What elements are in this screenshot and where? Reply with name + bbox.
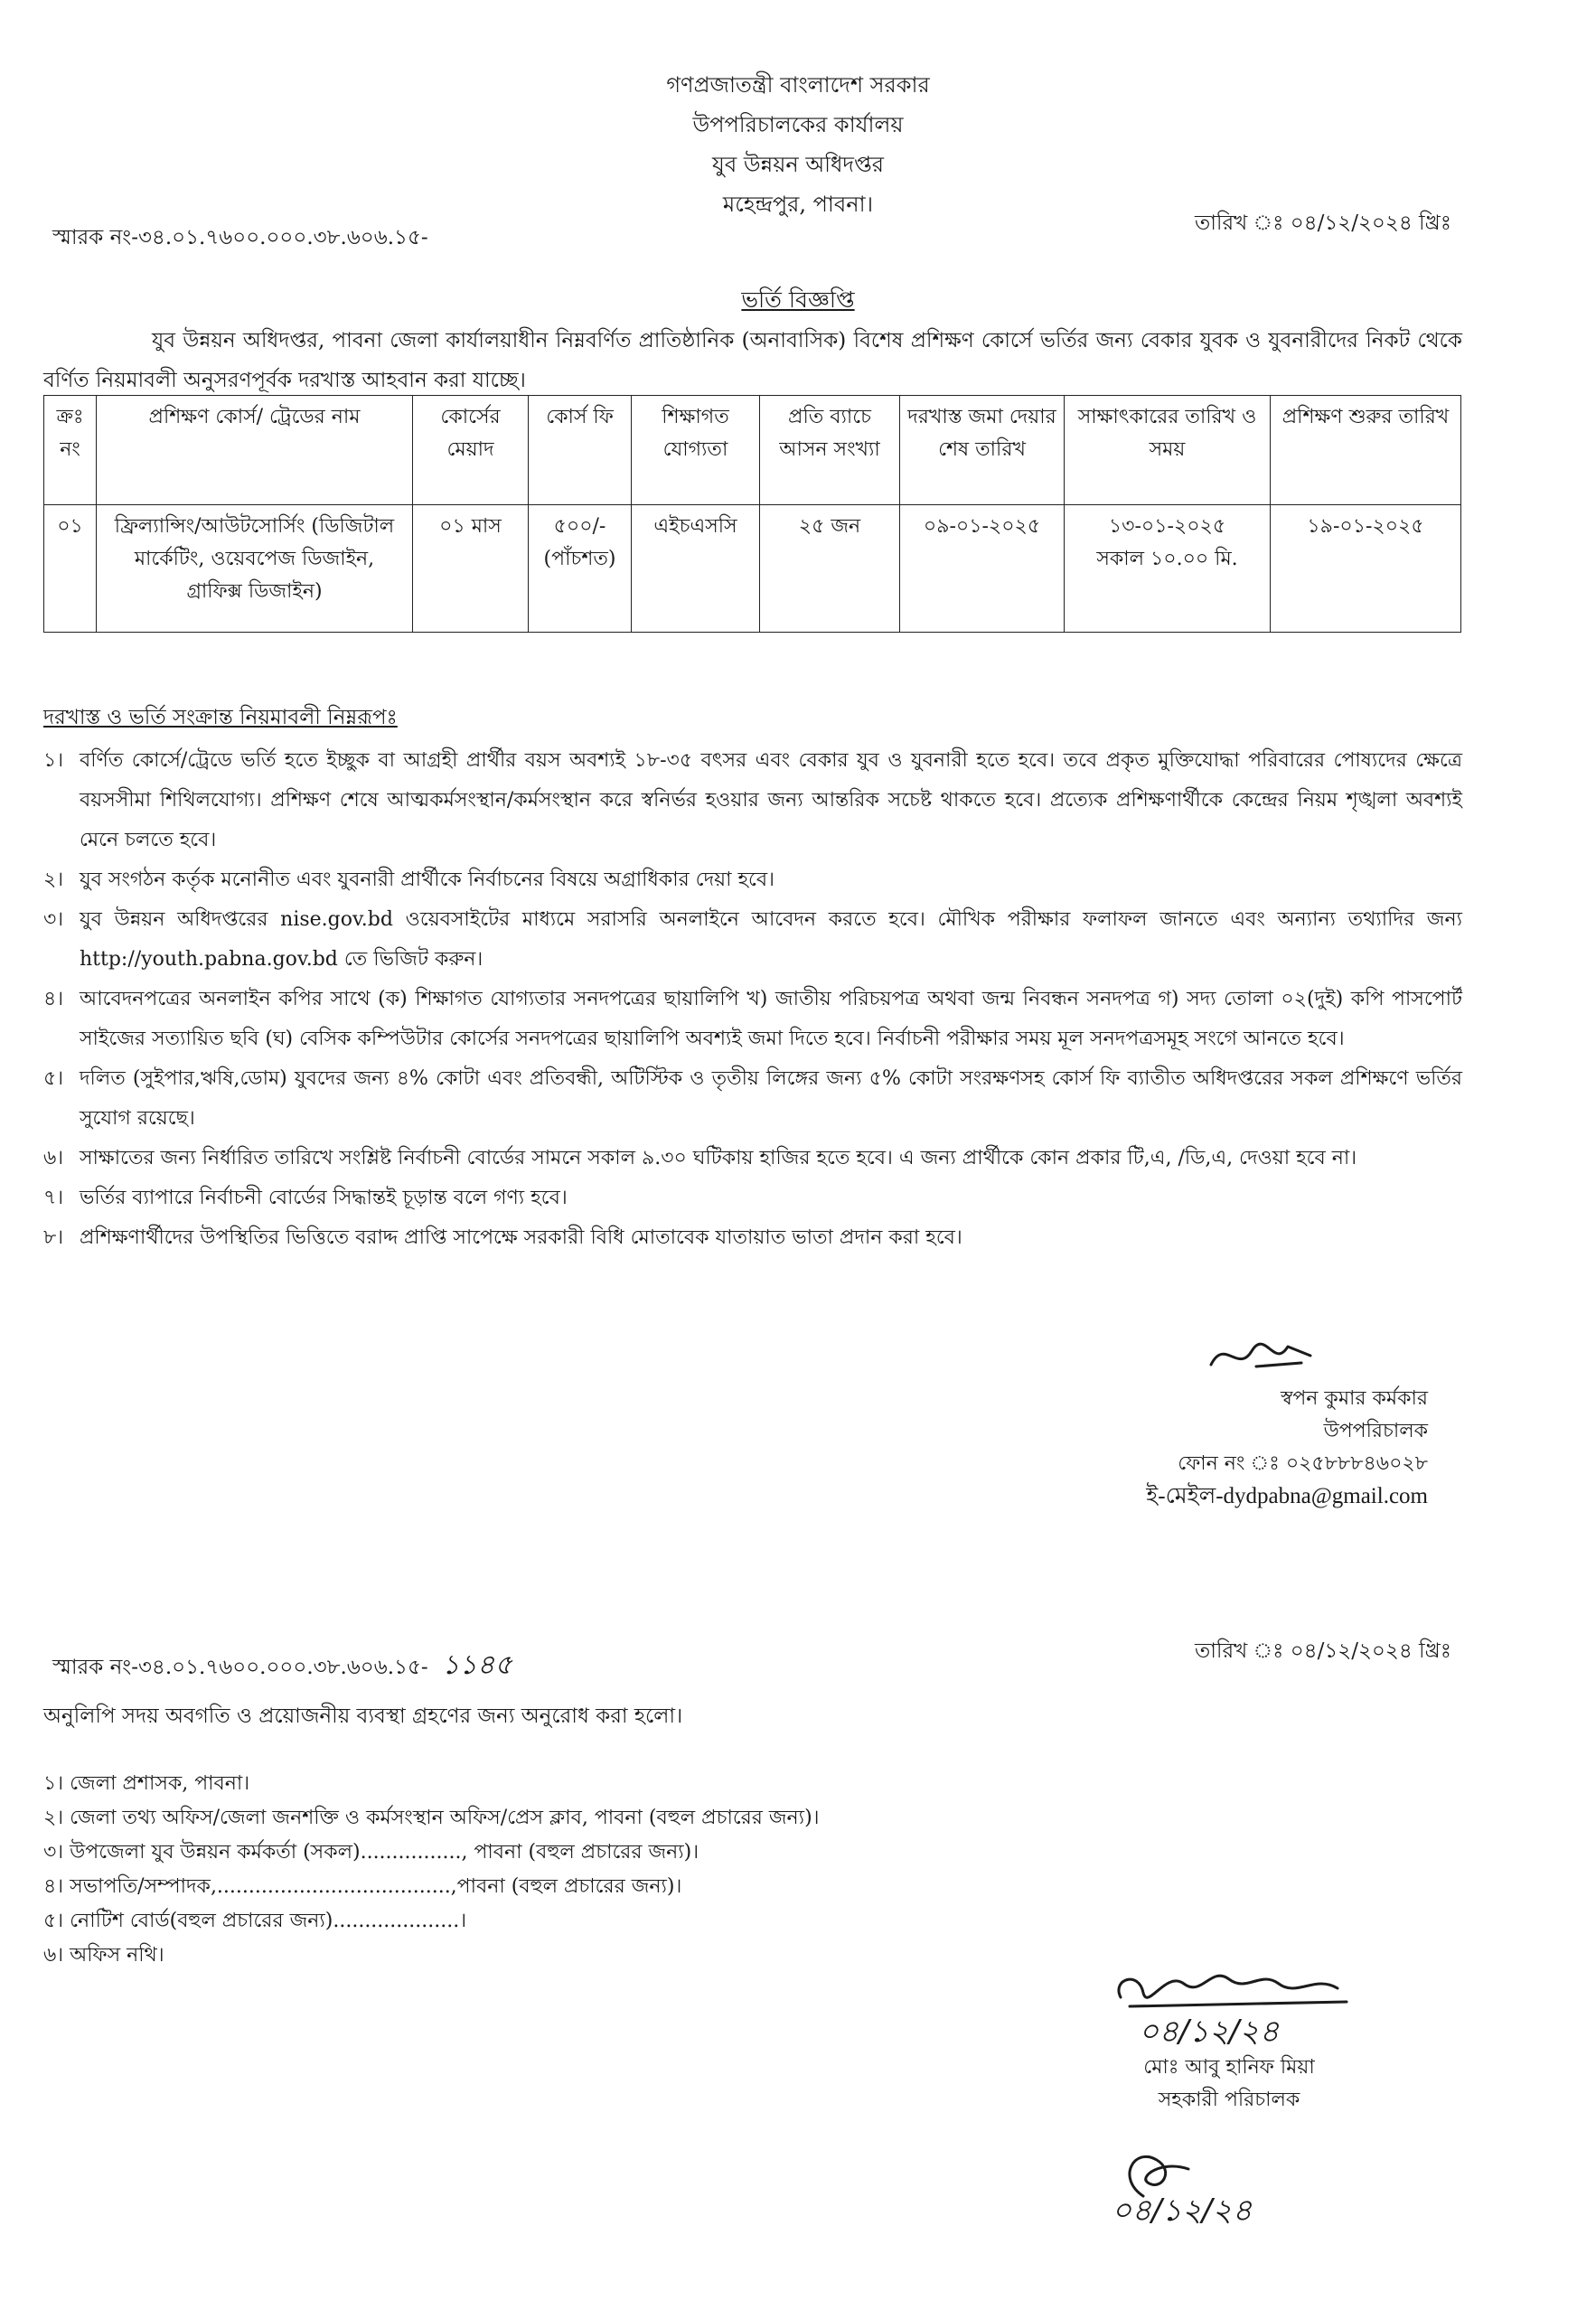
signatory-designation: উপপরিচালক <box>1323 1420 1428 1442</box>
assistant-signature-date: ০৪/১২/২৪ <box>1139 2014 1280 2050</box>
cell-deadline: ০৯-০১-২০২৫ <box>900 505 1065 633</box>
memo-number: স্মারক নং-৩৪.০১.৭৬০০.০০০.৩৮.৬০৬.১৫- <box>52 226 428 249</box>
memo-date: তারিখ ঃ ০৪/১২/২০২৪ খ্রিঃ <box>1194 211 1451 235</box>
notice-title <box>0 282 1596 321</box>
cell-seats: ২৫ জন <box>760 505 900 633</box>
header-line-address: মহেন্দ্রপুর, পাবনা। <box>722 192 874 217</box>
header-course: প্রশিক্ষণ কোর্স/ ট্রেডের নাম <box>97 396 413 505</box>
course-table <box>43 395 1461 633</box>
cell-duration: ০১ মাস <box>413 505 529 633</box>
rule-text: যুব সংগঠন কর্তৃক মনোনীত এবং যুবনারী প্রার্থীকে নির্বাচনের বিষয়ে অগ্রাধিকার দেয়া হবে। <box>80 869 775 891</box>
rule-number: ৪। <box>43 988 64 1010</box>
rule-item <box>43 1139 1462 1178</box>
assistant-signatory-name: মোঃ আবু হানিফ মিয়া <box>1143 2056 1315 2079</box>
rule-number: ৬। <box>43 1147 64 1169</box>
copy-memo-number: স্মারক নং-৩৪.০১.৭৬০০.০০০.৩৮.৬০৬.১৫- <box>52 1656 428 1679</box>
header-line-office: উপপরিচালকের কার্যালয় <box>692 112 904 137</box>
rule-text: সাক্ষাতের জন্য নির্ধারিত তারিখে সংশ্লিষ্ট নির্বাচনী বোর্ডের সামনে সকাল ৯.৩০ ঘটিকায় হাজির হতে হবে। এ জন্য প্রার্থীকে কোন প্রকার টি,এ, /ডি,এ, দেওয়া হবে না। <box>80 1147 1357 1169</box>
list-item: ৬। অফিস নথি। <box>43 1944 164 1967</box>
cell-qualification: এইচএসসি <box>632 505 760 633</box>
bottom-handwritten-date: ০৪/১২/২৪ <box>1112 2193 1253 2229</box>
rule-text: দলিত (সুইপার,ঋষি,ডোম) যুবদের জন্য ৪% কোটা এবং প্রতিবন্ধী, অটিস্টিক ও তৃতীয় লিঙ্গের জন্য ৫% কোটা সংরক্ষণসহ কোর্স ফি ব্যাতীত অধিদপ্তরের সকল প্রশিক্ষণে ভর্তির সুযোগ রয়েছে। <box>80 1067 1462 1130</box>
rule-number: ৭। <box>43 1187 64 1209</box>
table-header-row <box>44 396 1461 505</box>
rule-number: ৩। <box>43 908 64 931</box>
notice-title-text: ভর্তি বিজ্ঞপ্তি <box>741 286 855 313</box>
rule-item <box>43 980 1462 1059</box>
list-item: ৩। উপজেলা যুব উন্নয়ন কর্মকর্তা (সকল)................, পাবনা (বহুল প্রচারের জন্য)। <box>43 1841 699 1864</box>
table-row <box>44 505 1461 633</box>
notice-intro: যুব উন্নয়ন অধিদপ্তর, পাবনা জেলা কার্যালয়াধীন নিম্নবর্ণিত প্রাতিষ্ঠানিক (অনাবাসিক) বিশেষ প্রশিক্ষণ কোর্সে ভর্তির জন্য বেকার যুবক ও যুবনারীদের নিকট থেকে বর্ণিত নিয়মাবলী অনুসরণপূর্বক দরখাস্ত আহবান করা যাচ্ছে। <box>43 329 1462 392</box>
rule-number: ৮। <box>43 1226 64 1249</box>
header-deadline: দরখাস্ত জমা দেয়ার শেষ তারিখ <box>900 396 1065 505</box>
rule-text: যুব উন্নয়ন অধিদপ্তরের nise.gov.bd ওয়েবসাইটের মাধ্যমে সরাসরি অনলাইনে আবেদন করতে হবে। মৌখিক পরীক্ষার ফলাফল জানতে এবং অন্যান্য তথ্যাদির জন্য http://youth.pabna.gov.bd তে ভিজিট করুন। <box>80 908 1462 971</box>
copy-memo-handwritten: ১১৪৫ <box>441 1649 512 1681</box>
header-qualification: শিক্ষাগত যোগ্যতা <box>632 396 760 505</box>
signatory-name: স্বপন কুমার কর্মকার <box>1280 1387 1428 1410</box>
rules-title <box>43 700 398 736</box>
cell-interview <box>1065 505 1271 633</box>
header-line-government: গণপ্রজাতন্ত্রী বাংলাদেশ সরকার <box>666 72 930 98</box>
rule-item <box>43 1178 1462 1218</box>
signatory-email: ই-মেইল-dydpabna@gmail.com <box>1146 1484 1428 1508</box>
rule-item <box>43 900 1462 980</box>
copy-memo-line <box>52 1643 512 1689</box>
header-interview: সাক্ষাৎকারের তারিখ ও সময় <box>1065 396 1271 505</box>
copy-recipient-list <box>43 1767 820 1973</box>
copy-request: অনুলিপি সদয় অবগতি ও প্রয়োজনীয় ব্যবস্থা গ্রহণের জন্য অনুরোধ করা হলো। <box>43 1704 683 1728</box>
rule-text: বর্ণিত কোর্সে/ট্রেডে ভর্তি হতে ইচ্ছুক বা আগ্রহী প্রার্থীর বয়স অবশ্যই ১৮-৩৫ বৎসর এবং বেকার যুব ও যুবনারী হতে হবে। তবে প্রকৃত মুক্তিযোদ্ধা পরিবারের পোষ্যদের ক্ষেত্রে বয়সসীমা শিথিলযোগ্য। প্রশিক্ষণ শেষে আত্মকর্মসংস্থান/কর্মসংস্থান করে স্বনির্ভর হওয়ার জন্য আন্তরিক সচেষ্ট থাকতে হবে। প্রত্যেক প্রশিক্ষণার্থীকে কেন্দ্রের নিয়ম শৃঙ্খলা অবশ্যই মেনে চলতে হবে। <box>80 749 1462 851</box>
cell-serial: ০১ <box>44 505 97 633</box>
header-seats: প্রতি ব্যাচে আসন সংখ্যা <box>760 396 900 505</box>
header-fee: কোর্স ফি <box>529 396 632 505</box>
header-serial: ক্রঃ নং <box>44 396 97 505</box>
cell-fee: ৫০০/- (পাঁচশত) <box>529 505 632 633</box>
rule-number: ৫। <box>43 1067 64 1090</box>
cell-start-date: ১৯-০১-২০২৫ <box>1271 505 1461 633</box>
rule-number: ২। <box>43 869 64 891</box>
rule-item <box>43 741 1462 860</box>
header-start-date: প্রশিক্ষণ শুরুর তারিখ <box>1271 396 1461 505</box>
list-item: ১। জেলা প্রশাসক, পাবনা। <box>43 1772 250 1795</box>
rules-list <box>43 741 1462 1258</box>
rule-number: ১। <box>43 749 64 772</box>
cell-course: ফ্রিল্যান্সিং/আউটসোর্সিং (ডিজিটাল মার্কেটিং, ওয়েবপেজ ডিজাইন, গ্রাফিক্স ডিজাইন) <box>97 505 413 633</box>
rules-title-text: দরখাস্ত ও ভর্তি সংক্রান্ত নিয়মাবলী নিম্নরূপঃ <box>43 706 398 729</box>
rule-item <box>43 1059 1462 1139</box>
office-header <box>0 65 1596 224</box>
rule-item <box>43 860 1462 900</box>
header-line-department: যুব উন্নয়ন অধিদপ্তর <box>712 152 884 177</box>
assistant-signatory-block <box>1048 2052 1410 2117</box>
cell-interview-date: ১৩-০১-২০২৫ <box>1108 515 1226 538</box>
rule-text: প্রশিক্ষণার্থীদের উপস্থিতির ভিত্তিতে বরাদ্দ প্রাপ্তি সাপেক্ষে সরকারী বিধি মোতাবেক যাতায়াত ভাতা প্রদান করা হবে। <box>80 1226 962 1249</box>
rule-item <box>43 1218 1462 1258</box>
cell-interview-time: সকাল ১০.০০ মি. <box>1096 548 1238 570</box>
list-item: ৪। সভাপতি/সম্পাদক,.....................................,পাবনা (বহুল প্রচারের জন্য)। <box>43 1875 682 1898</box>
list-item: ৫। নোটিশ বোর্ড(বহুল প্রচারের জন্য)....................। <box>43 1910 467 1932</box>
signatory-phone: ফোন নং ঃ ০২৫৮৮৮৪৬০২৮ <box>1178 1452 1428 1475</box>
list-item: ২। জেলা তথ্য অফিস/জেলা জনশক্তি ও কর্মসংস্থান অফিস/প্রেস ক্লাব, পাবনা (বহুল প্রচারের জন্য)। <box>43 1807 820 1829</box>
assistant-signatory-designation: সহকারী পরিচালক <box>1158 2089 1300 2111</box>
copy-date: তারিখ ঃ ০৪/১২/২০২৪ খ্রিঃ <box>1194 1639 1451 1663</box>
header-duration: কোর্সের মেয়াদ <box>413 396 529 505</box>
rule-text: আবেদনপত্রের অনলাইন কপির সাথে (ক) শিক্ষাগত যোগ্যতার সনদপত্রের ছায়ালিপি খ) জাতীয় পরিচয়পত্র অথবা জন্ম নিবন্ধন সনদপত্র গ) সদ্য তোলা ০২(দুই) কপি পাসপোর্ট সাইজের সত্যায়িত ছবি (ঘ) বেসিক কম্পিউটার কোর্সের সনদপত্রের ছায়ালিপি অবশ্যই জমা দিতে হবে। নির্বাচনী পরীক্ষার সময় মূল সনদপত্রসমূহ সংগে আনতে হবে। <box>80 988 1462 1050</box>
signatory-block <box>1146 1383 1428 1513</box>
rule-text: ভর্তির ব্যাপারে নির্বাচনী বোর্ডের সিদ্ধান্তই চূড়ান্ত বলে গণ্য হবে। <box>80 1187 568 1209</box>
signature-scribble <box>1202 1329 1328 1383</box>
